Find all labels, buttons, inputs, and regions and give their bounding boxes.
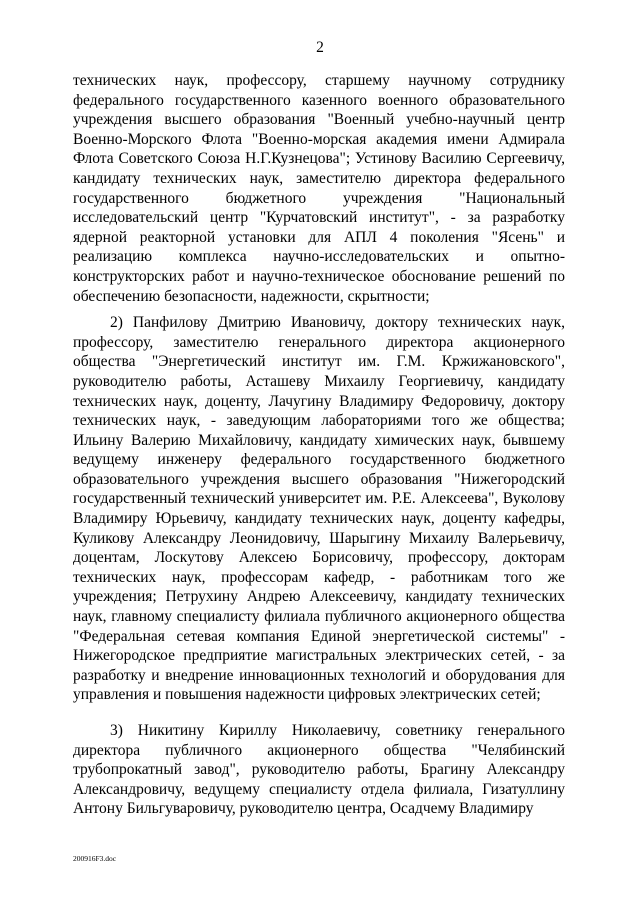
document-body: [73, 71, 565, 819]
page-number: 2: [316, 39, 324, 56]
footer-file-code: 200916F3.doc: [73, 854, 117, 863]
paragraph-continuation: технических наук, профессору, старшему научному сотруднику федерального государственного казенного военного образовательного учреждения высшего образования "Военный учебно-научный центр Военно-Морского Флота "Военно-морская академия имени Адмирала Флота Советского Союза Н.Г.Кузнецова"; Устинову Василию Сергеевичу, кандидату технических наук, заместителю директора федерального государственного бюджетного учреждения "Национальный исследовательский центр "Курчатовский институт", - за разработку ядерной реакторной установки для АПЛ 4 поколения "Ясень" и реализацию комплекса научно-исследовательских и опытно-конструкторских работ и научно-техническое обоснование решений по обеспечению безопасности, надежности, скрытности;: [73, 72, 565, 305]
paragraph-item-2: 2) Панфилову Дмитрию Ивановичу, доктору технических наук, профессору, заместителю генерального директора акционерного общества "Энергетический институт им. Г.М. Кржижановского", руководителю работы, Асташеву Михаилу Георгиевичу, кандидату технических наук, доценту, Лачугину Владимиру Федоровичу, доктору технических наук, - заведующим лабораториями того же общества; Ильину Валерию Михайловичу, кандидату химических наук, бывшему ведущему инженеру федерального государственного бюджетного образовательного учреждения высшего образования "Нижегородский государственный технический университет им. Р.Е. Алексеева", Вуколову Владимиру Юрьевичу, кандидату технических наук, доценту кафедры, Куликову Александру Леонидовичу, Шарыгину Михаилу Валерьевичу, доцентам, Лоскутову Алексею Борисовичу, профессору, докторам технических наук, профессорам кафедр, - работникам того же учреждения; Петрухину Андрею Алексеевичу, кандидату технических наук, главному специалисту филиала публичного акционерного общества "Федеральная сетевая компания Единой энергетической системы" - Нижегородское предприятие магистральных электрических сетей, - за разработку и внедрение инновационных технологий и оборудования для управления и повышения надежности цифровых электрических сетей;: [73, 314, 565, 704]
paragraph-item-3: 3) Никитину Кириллу Николаевичу, советнику генерального директора публичного акционерного общества "Челябинский трубопрокатный завод", руководителю работы, Брагину Александру Александровичу, ведущему специалисту отдела филиала, Гизатуллину Антону Бильгуваровичу, руководителю центра, Осадчему Владимиру: [73, 722, 565, 818]
